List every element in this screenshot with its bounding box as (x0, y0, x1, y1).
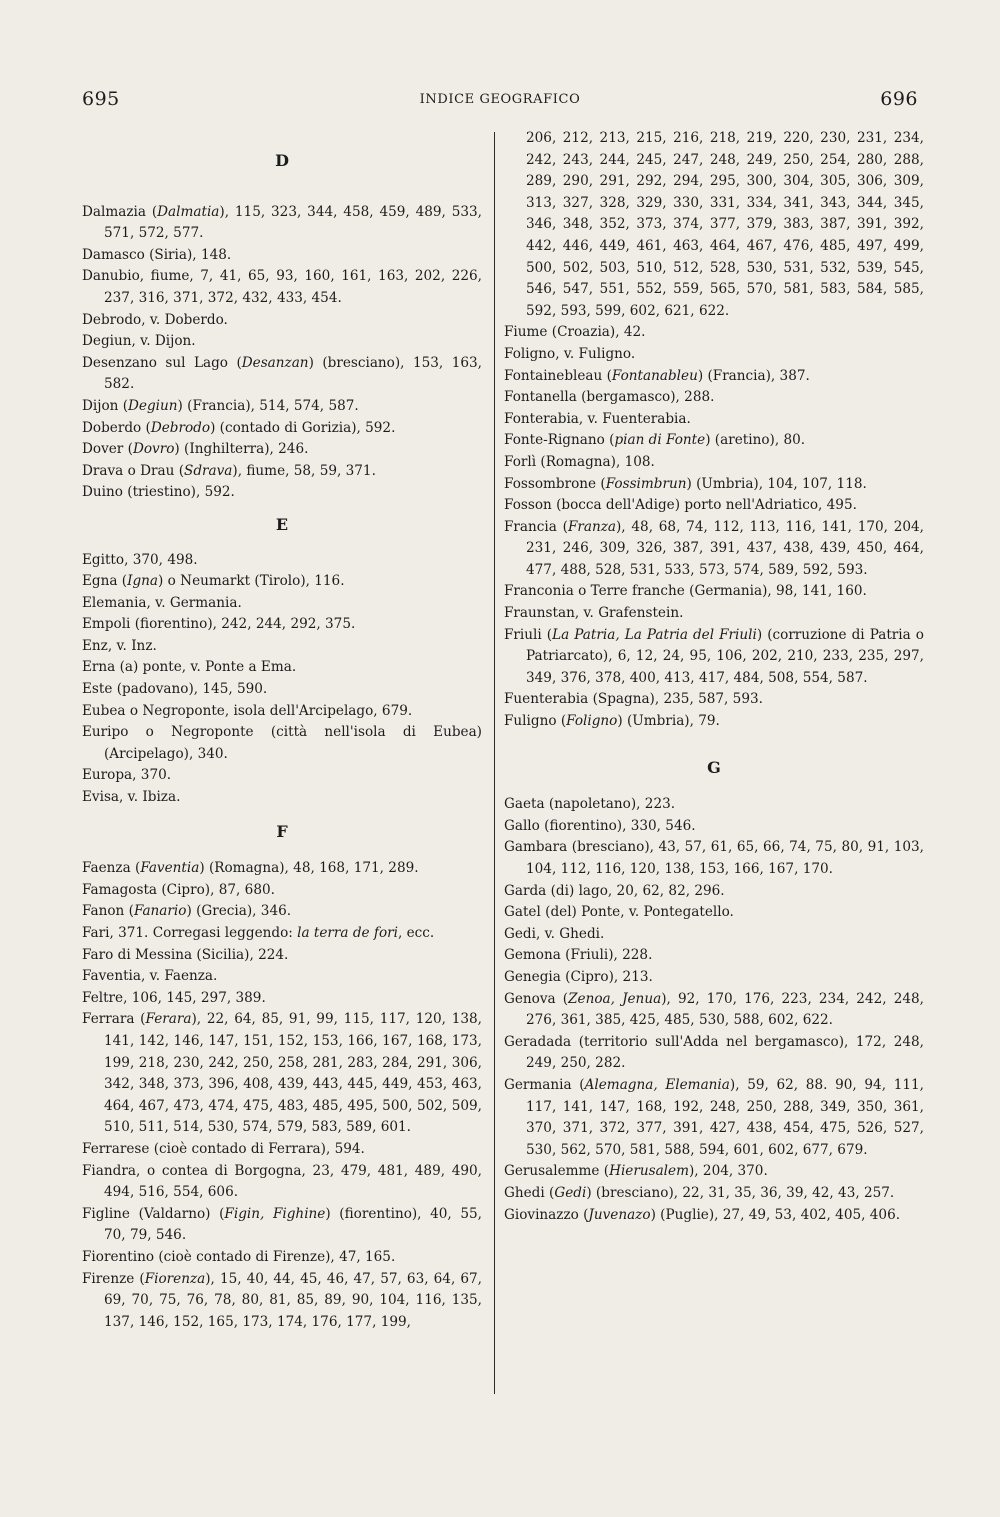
entry-text: Fanon ( (82, 903, 134, 920)
entry-text: Dover ( (82, 441, 133, 458)
index-entry (504, 881, 924, 903)
index-entry (82, 461, 482, 483)
entry-text: Fonterabia, v. Fuenterabia. (504, 410, 691, 427)
entry-text: ) (Puglie), 27, 49, 53, 402, 405, 406. (650, 1206, 901, 1223)
index-entry (504, 989, 924, 1032)
index-entry (504, 1161, 924, 1183)
index-entry (504, 366, 924, 388)
index-entry (82, 701, 482, 723)
entry-text: Garda (di) lago, 20, 62, 82, 296. (504, 882, 725, 899)
entries-f-right (504, 322, 924, 732)
entry-text: Elemania, v. Germania. (82, 594, 242, 611)
letter-heading-e: E (275, 514, 289, 534)
entry-text: , ecc. (398, 925, 435, 941)
entry-text: ) (bresciano), 22, 31, 35, 36, 39, 42, 43, 257. (586, 1184, 895, 1201)
entry-text: Danubio, fiume, 7, 41, 65, 93, 160, 161, 163, 202, 226, 237, 316, 371, 372, 432, 433, 454. (82, 268, 482, 306)
entry-text: Gatel (del) Ponte, v. Pontegatello. (504, 904, 734, 921)
entry-text: Famagosta (Cipro), 87, 680. (82, 881, 275, 898)
entry-variant-name: Juvenazo (588, 1206, 651, 1223)
entry-text: Fiume (Croazia), 42. (504, 324, 646, 341)
index-entry (504, 902, 924, 924)
entry-variant-name: Ferara (145, 1011, 192, 1028)
entry-text: Damasco (Siria), 148. (82, 246, 232, 263)
index-entry (504, 625, 924, 690)
entry-text: Dijon ( (82, 397, 129, 414)
index-entry (504, 452, 924, 474)
entry-text: Drava o Drau ( (82, 462, 184, 479)
entry-variant-name: Alemagna, Elemania (584, 1076, 730, 1093)
index-entry (82, 266, 482, 309)
entry-text: Debrodo, v. Doberdo. (82, 311, 228, 328)
right-column (504, 128, 924, 1226)
index-entry (504, 816, 924, 838)
entry-text: ) (Grecia), 346. (186, 903, 292, 920)
running-title: INDICE GEOGRAFICO (419, 92, 581, 107)
entries-e (82, 550, 482, 809)
index-entry (504, 344, 924, 366)
index-entry (82, 1269, 482, 1334)
entry-text: Gambara (bresciano), 43, 57, 61, 65, 66, 74, 75, 80, 91, 103, 104, 112, 116, 120, 138, 153, 166, 167, 170. (504, 839, 924, 877)
entry-variant-name: Zenoa, Jenua (568, 990, 662, 1007)
entry-variant-name: Faventia (140, 860, 200, 877)
entry-variant-name: Fontanableu (611, 367, 698, 384)
entry-text: Eubea o Negroponte, isola dell'Arcipelago, 679. (82, 702, 413, 719)
index-entry (82, 1009, 482, 1139)
index-entry (82, 614, 482, 636)
entry-text: ) (Romagna), 48, 168, 171, 289. (199, 860, 419, 877)
entry-variant-name: la terra de fori (297, 925, 398, 941)
index-entry (82, 310, 482, 332)
index-entry (504, 495, 924, 517)
entry-text: Fraunstan, v. Grafenstein. (504, 605, 684, 622)
entry-text: ), 59, 62, 88. 90, 94, 111, 117, 141, 147, 168, 192, 248, 250, 288, 349, 350, 361, 370, 371, 372, 377, 391, 427, 438, 454, 475, 526, 527, 530, 562, 570, 581, 588, 594, 601, 602, 677, 679. (526, 1076, 924, 1158)
index-entry (82, 1161, 482, 1204)
index-entry (504, 794, 924, 816)
entry-text: Egna ( (82, 573, 128, 590)
entry-variant-name: Igna (127, 573, 159, 590)
index-entry (82, 439, 482, 461)
index-entry (504, 474, 924, 496)
index-entry (504, 603, 924, 625)
entry-text: Forlì (Romagna), 108. (504, 453, 655, 470)
entry-text: Doberdo ( (82, 419, 151, 436)
entry-text: Ferrarese (cioè contado di Ferrara), 594. (82, 1140, 365, 1157)
index-entry (82, 1204, 482, 1247)
entry-text: ) (Umbria), 79. (617, 713, 720, 730)
entry-text: Este (padovano), 145, 590. (82, 681, 268, 698)
entry-text: Desenzano sul Lago ( (82, 354, 242, 371)
entry-text: ) (corruzione di Patria o Patriarcato), 6, 12, 24, 95, 106, 202, 210, 233, 235, 297, 349, 376, 378, 400, 413, 417, 484, 508, 554, 587. (526, 626, 924, 686)
entry-text: Faventia, v. Faenza. (82, 968, 218, 985)
index-entry (504, 711, 924, 733)
letter-heading-f: F (276, 821, 288, 841)
entry-variant-name: Fiorenza (144, 1270, 206, 1287)
index-entry (504, 967, 924, 989)
entry-text: Ferrara ( (82, 1011, 146, 1028)
index-entry (82, 331, 482, 353)
entry-text: ) (contado di Gorizia), 592. (210, 419, 396, 436)
entry-variant-name: Figin, Fighine (224, 1205, 326, 1222)
entry-text: ) (bresciano), 153, 163, 582. (104, 354, 482, 393)
entry-text: ), fiume, 58, 59, 371. (232, 462, 376, 479)
entry-firenze-continued (504, 128, 924, 322)
entry-variant-name: Debrodo (150, 419, 211, 436)
index-entry (82, 722, 482, 765)
entries-d (82, 202, 482, 504)
entry-text: Erna (a) ponte, v. Ponte a Ema. (82, 659, 297, 676)
entry-text: Degiun, v. Dijon. (82, 333, 196, 350)
entry-text: ), 115, 323, 344, 458, 459, 489, 533, 571, 572, 577. (104, 203, 482, 242)
left-column (82, 128, 482, 1333)
entry-text: Duino (triestino), 592. (82, 484, 235, 501)
entry-text: Friuli ( (504, 626, 553, 643)
entry-text: ) (aretino), 80. (705, 432, 806, 449)
letter-heading-d: D (275, 151, 289, 170)
entry-text: Franconia o Terre franche (Germania), 98, 141, 160. (504, 583, 867, 600)
index-entry (82, 482, 482, 504)
entry-text: Firenze ( (82, 1270, 145, 1287)
index-entry (82, 245, 482, 267)
index-entry (504, 387, 924, 409)
index-entry (504, 1183, 924, 1205)
entry-variant-name: Dalmatia (157, 203, 220, 220)
index-entry (504, 689, 924, 711)
entries-f-left (82, 858, 482, 1333)
index-entry (82, 593, 482, 615)
index-entry (504, 430, 924, 452)
entry-text: Egitto, 370, 498. (82, 551, 198, 568)
entry-text: Fiorentino (cioè contado di Firenze), 47, 165. (82, 1248, 396, 1265)
index-entry (82, 988, 482, 1010)
entry-text: Feltre, 106, 145, 297, 389. (82, 989, 266, 1006)
index-entry (82, 418, 482, 440)
index-entry (82, 1139, 482, 1161)
entry-variant-name: Foligno (566, 713, 618, 730)
index-entry (82, 679, 482, 701)
index-entry (82, 571, 482, 593)
page-header (0, 88, 1000, 118)
entry-text: Fosson (bocca dell'Adige) porto nell'Adriatico, 495. (504, 497, 857, 514)
index-entry (82, 657, 482, 679)
index-entry (82, 353, 482, 396)
index-entry (82, 396, 482, 418)
index-entry (504, 945, 924, 967)
entry-text: Fuenterabia (Spagna), 235, 587, 593. (504, 691, 763, 708)
entry-text: Fossombrone ( (504, 475, 606, 492)
entry-text: Francia ( (504, 518, 568, 535)
entry-variant-name: pian di Fonte (614, 432, 706, 449)
entry-text: Fiandra, o contea di Borgogna, 23, 479, 481, 489, 490, 494, 516, 554, 606. (82, 1162, 482, 1201)
index-entry (82, 923, 482, 945)
entry-text: ) (Francia), 387. (697, 367, 810, 384)
page-number-left: 695 (82, 88, 120, 110)
index-entry (82, 765, 482, 787)
index-entry (82, 636, 482, 658)
entry-text: Ghedi ( (504, 1184, 555, 1201)
index-entry (504, 322, 924, 344)
entry-text: Fuligno ( (504, 713, 567, 730)
index-entry (82, 880, 482, 902)
entry-variant-name: Degiun (128, 397, 178, 414)
index-entry (82, 966, 482, 988)
entry-text: Fari, 371. Corregasi leggendo: (82, 925, 298, 941)
index-entry (82, 858, 482, 880)
entry-variant-name: Desanzan (241, 354, 309, 371)
entry-text: Faenza ( (82, 860, 141, 877)
entry-text: Gallo (fiorentino), 330, 546. (504, 817, 696, 834)
entry-text: Gerusalemme ( (504, 1163, 610, 1180)
entry-variant-name: Fossimbrun (605, 475, 687, 492)
entry-text: Dalmazia ( (82, 203, 158, 220)
entry-text: Gaeta (napoletano), 223. (504, 796, 676, 813)
entry-variant-name: La Patria, La Patria del Friuli (552, 626, 757, 643)
entry-text: ) (fiorentino), 40, 55, 70, 79, 546. (104, 1205, 482, 1244)
entry-text: Enz, v. Inz. (82, 637, 157, 654)
letter-heading-g: G (707, 757, 721, 777)
index-entry (82, 550, 482, 572)
entry-text: Fontainebleau ( (504, 367, 612, 384)
index-entry (504, 837, 924, 880)
entry-text: ) (Inghilterra), 246. (174, 441, 309, 458)
index-entry (504, 581, 924, 603)
entry-text: Geradada (territorio sull'Adda nel bergamasco), 172, 248, 249, 250, 282. (504, 1033, 924, 1072)
entry-variant-name: Franza (567, 518, 616, 535)
entry-text: Germania ( (504, 1076, 585, 1093)
entry-text: Figline (Valdarno) ( (82, 1205, 225, 1222)
entry-variant-name: Fanario (133, 903, 187, 920)
column-divider (494, 132, 495, 1394)
entry-text: ) o Neumarkt (Tirolo), 116. (158, 573, 345, 590)
index-entry (82, 202, 482, 245)
entry-variant-name: Sdrava (184, 462, 233, 479)
entry-text: Genegia (Cipro), 213. (504, 968, 653, 985)
index-entry (82, 1247, 482, 1269)
entry-text: ), 22, 64, 85, 91, 99, 115, 117, 120, 138, 141, 142, 146, 147, 151, 152, 153, 166, 167, 168, 173, 199, 218, 230, 242, 250, 258, 281, 283, 284, 291, 306, 342, 348, 373, 396, 408, 439, 443, 445, 449, 453, 463, 464, 467, 473, 474, 475, 483, 485, 495, 500, 502, 509, 510, 511, 514, 530, 574, 579, 583, 589, 601. (104, 1011, 482, 1136)
index-entry (504, 1032, 924, 1075)
page-number-right: 696 (880, 88, 918, 110)
entry-text: Gedi, v. Ghedi. (504, 925, 605, 942)
entry-text: Faro di Messina (Sicilia), 224. (82, 946, 289, 963)
index-entry (82, 901, 482, 923)
entry-text: Foligno, v. Fuligno. (504, 345, 636, 362)
index-entry (504, 1205, 924, 1227)
entry-variant-name: Dovro (132, 441, 175, 458)
entry-text: Genova ( (504, 990, 569, 1007)
entry-text: ) (Francia), 514, 574, 587. (177, 397, 359, 414)
index-entry (504, 1075, 924, 1161)
entry-variant-name: Gedi (554, 1184, 587, 1201)
index-entry (82, 787, 482, 809)
index-entry (504, 924, 924, 946)
entry-text: ), 48, 68, 74, 112, 113, 116, 141, 170, 204, 231, 246, 309, 326, 387, 391, 437, 438, 439, 450, 464, 477, 488, 528, 531, 533, 573, 574, 589, 592, 593. (526, 518, 924, 578)
entry-text: Giovinazzo ( (504, 1206, 589, 1223)
entries-g (504, 794, 924, 1226)
entry-text: ) (Umbria), 104, 107, 118. (686, 475, 867, 492)
entry-text: ), 204, 370. (688, 1163, 768, 1180)
index-entry (82, 945, 482, 967)
index-entry (504, 517, 924, 582)
entry-text: Fontanella (bergamasco), 288. (504, 389, 715, 406)
entry-text: Fonte-Rignano ( (504, 432, 615, 449)
entry-text: Europa, 370. (82, 767, 172, 784)
entry-text: Empoli (fiorentino), 242, 244, 292, 375. (82, 616, 356, 633)
entry-text: Gemona (Friuli), 228. (504, 947, 653, 964)
entry-text: ), 15, 40, 44, 45, 46, 47, 57, 63, 64, 67, 69, 70, 75, 76, 78, 80, 81, 85, 89, 90, 104, 116, 135, 137, 146, 152, 165, 173, 174, 176, 177, 199, (104, 1270, 482, 1330)
index-entry (504, 409, 924, 431)
entry-text: Evisa, v. Ibiza. (82, 789, 181, 806)
entry-text: Euripo o Negroponte (città nell'isola di Eubea) (Arcipelago), 340. (82, 724, 482, 762)
entry-text: ), 92, 170, 176, 223, 234, 242, 248, 276, 361, 385, 425, 485, 530, 588, 602, 622. (526, 990, 924, 1029)
entry-text: 206, 212, 213, 215, 216, 218, 219, 220, 230, 231, 234, 242, 243, 244, 245, 247, 248, 249, 250, 254, 280, 288, 289, 290, 291, 292, 294, 295, 300, 304, 305, 306, 309, 313, 327, 328, 329, 330, 331, 334, 341, 343, 344, 345, 346, 348, 352, 373, 374, 377, 379, 383, 387, 391, 392, 442, 446, 449, 461, 463, 464, 467, 476, 485, 497, 499, 500, 502, 503, 510, 512, 528, 530, 531, 532, 539, 545, 546, 547, 551, 552, 559, 565, 570, 581, 583, 584, 585, 592, 593, 599, 602, 621, 622. (526, 130, 924, 319)
entry-variant-name: Hierusalem (609, 1163, 689, 1180)
